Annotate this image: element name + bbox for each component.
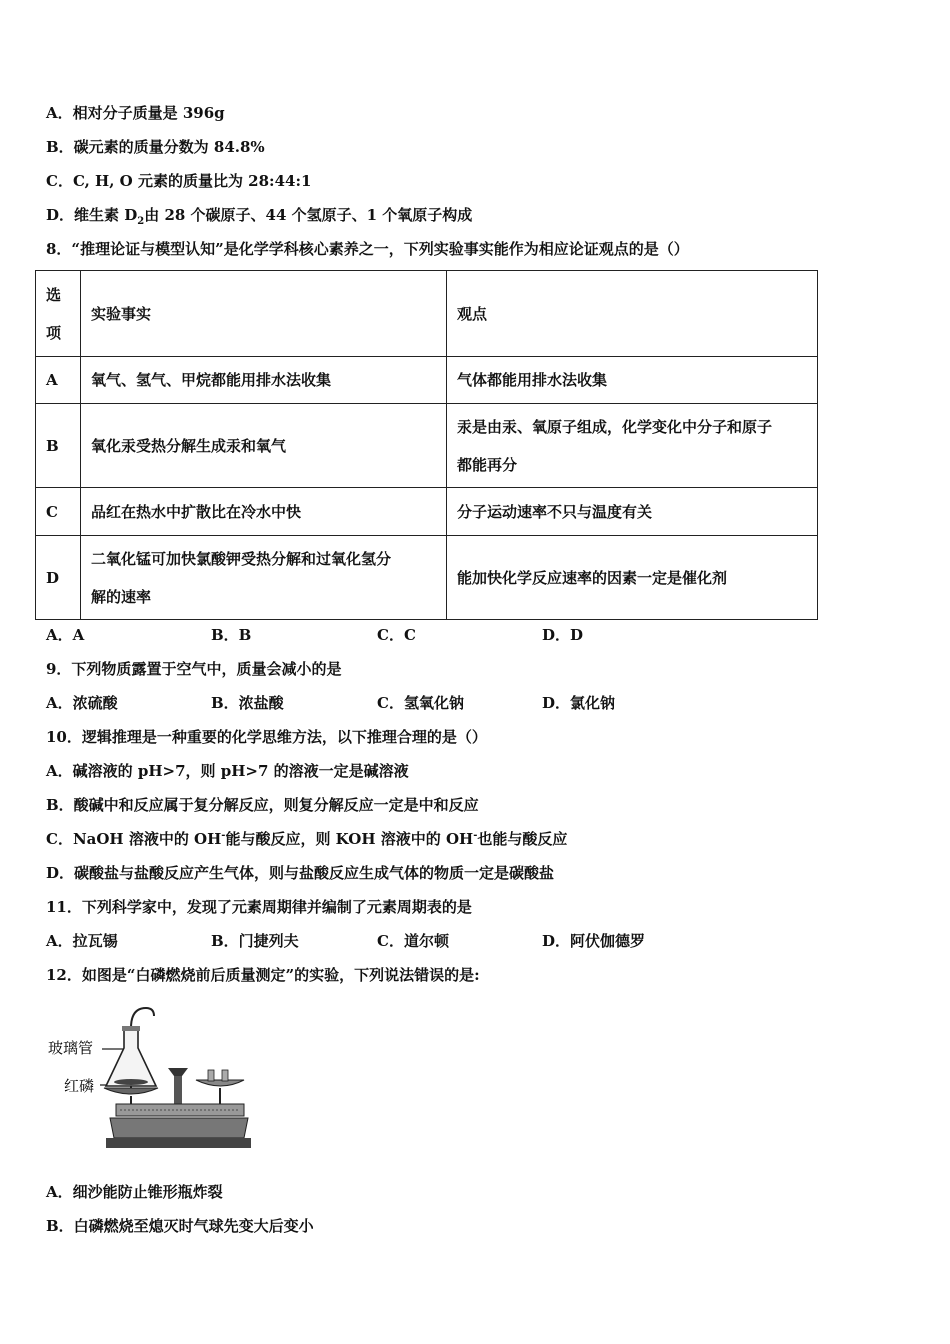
q7-option-d-pre: D．维生素 D [46,206,138,224]
flask-stopper-icon [122,1026,140,1031]
q9-option-d: D．氯化钠 [542,694,616,712]
q12-option-a: A．细沙能防止锥形瓶炸裂 [46,1183,223,1201]
row-d-fact [81,536,447,620]
balance-apparatus-figure [46,1000,251,1160]
sand-layer-icon [114,1079,148,1085]
q7-option-d-post: 由 28 个碳原子、44 个氢原子、1 个氧原子构成 [144,206,473,224]
row-b-view-l1: 汞是由汞、氧原子组成，化学变化中分子和原子 [457,417,773,436]
row-a-fact: 氧气、氢气、甲烷都能用排水法收集 [81,357,447,404]
row-c-fact: 品红在热水中扩散比在冷水中快 [81,488,447,536]
table-row [36,536,818,620]
pointer-head-icon [168,1068,188,1076]
q8-option-c: C．C [377,626,416,644]
q11-option-b: B．门捷列夫 [211,932,299,950]
conical-flask-icon [106,1030,156,1086]
q7-option-c: C．C, H, O 元素的质量比为 28:44:1 [46,172,312,190]
row-b-option: B [36,404,81,488]
label-red-phosphorus: 红磷 [64,1077,95,1095]
header-option-l2: 项 [46,323,62,342]
q10-option-c-sup2: - [473,830,478,841]
q7-option-b: B．碳元素的质量分数为 84.8% [46,138,265,156]
q11-option-d: D．阿伏伽德罗 [542,932,646,950]
q10-option-c-post: 也能与酸反应 [477,830,568,848]
q12-option-b: B．白磷燃烧至熄灭时气球先变大后变小 [46,1217,314,1235]
header-view: 观点 [447,271,818,357]
row-d-fact-l2: 解的速率 [91,587,152,606]
row-b-fact: 氧化汞受热分解生成汞和氧气 [81,404,447,488]
q7-option-d-sub: 2 [137,216,145,227]
header-option-l1: 选 [46,285,62,304]
q8-table [35,270,818,620]
q9-stem: 9．下列物质露置于空气中，质量会减小的是 [46,660,342,678]
balance-base-icon [110,1118,248,1138]
q10-option-a: A．碱溶液的 pH>7，则 pH>7 的溶液一定是碱溶液 [46,762,409,780]
row-d-view: 能加快化学反应速率的因素一定是催化剂 [447,536,818,620]
q9-option-b: B．浓盐酸 [211,694,284,712]
q10-stem: 10．逻辑推理是一种重要的化学思维方法，以下推理合理的是（） [46,728,487,746]
table-row [36,488,818,536]
q10-option-c-pre: C．NaOH 溶液中的 OH [46,830,222,848]
q9-option-a: A．浓硫酸 [46,694,118,712]
balance-foot-icon [106,1138,251,1148]
table-row [36,404,818,488]
left-pan-icon [104,1088,158,1094]
row-c-view: 分子运动速率不只与温度有关 [447,488,818,536]
table-header-row [36,271,818,357]
row-d-fact-l1: 二氧化锰可加快氯酸钾受热分解和过氧化氢分 [91,549,392,568]
weight-icon [222,1070,228,1081]
label-glass-tube: 玻璃管 [48,1039,94,1057]
q12-stem: 12．如图是“白磷燃烧前后质量测定”的实验，下列说法错误的是: [46,966,480,984]
q11-stem: 11．下列科学家中，发现了元素周期律并编制了元素周期表的是 [46,898,472,916]
table-row [36,357,818,404]
row-a-option: A [36,357,81,404]
q7-option-a: A．相对分子质量是 396g [46,104,225,122]
q10-option-c-mid: 能与酸反应，则 KOH 溶液中的 OH [225,830,474,848]
row-c-option: C [36,488,81,536]
balance-apparatus-svg [46,1000,251,1160]
q10-option-b: B．酸碱中和反应属于复分解反应，则复分解反应一定是中和反应 [46,796,479,814]
q11-option-c: C．道尔顿 [377,932,449,950]
q8-stem: 8．“推理论证与模型认知”是化学学科核心素养之一，下列实验事实能作为相应论证观点的是（） [46,240,689,258]
q8-option-b: B．B [211,626,252,644]
row-a-view: 气体都能用排水法收集 [447,357,818,404]
row-b-view [447,404,818,488]
weight-icon [208,1070,214,1081]
q8-option-d: D．D [542,626,584,644]
row-b-view-l2: 都能再分 [457,455,518,474]
q11-option-a: A．拉瓦锡 [46,932,118,950]
right-pan-icon [196,1080,244,1086]
q10-option-d: D．碳酸盐与盐酸反应产生气体，则与盐酸反应生成气体的物质一定是碳酸盐 [46,864,555,882]
header-fact: 实验事实 [81,271,447,357]
q10-option-c-sup: - [221,830,226,841]
q8-option-a: A．A [46,626,85,644]
q9-option-c: C．氢氧化钠 [377,694,464,712]
header-option [36,271,81,357]
row-d-option: D [36,536,81,620]
q7-option-d [46,204,472,227]
q10-option-c [46,828,567,849]
